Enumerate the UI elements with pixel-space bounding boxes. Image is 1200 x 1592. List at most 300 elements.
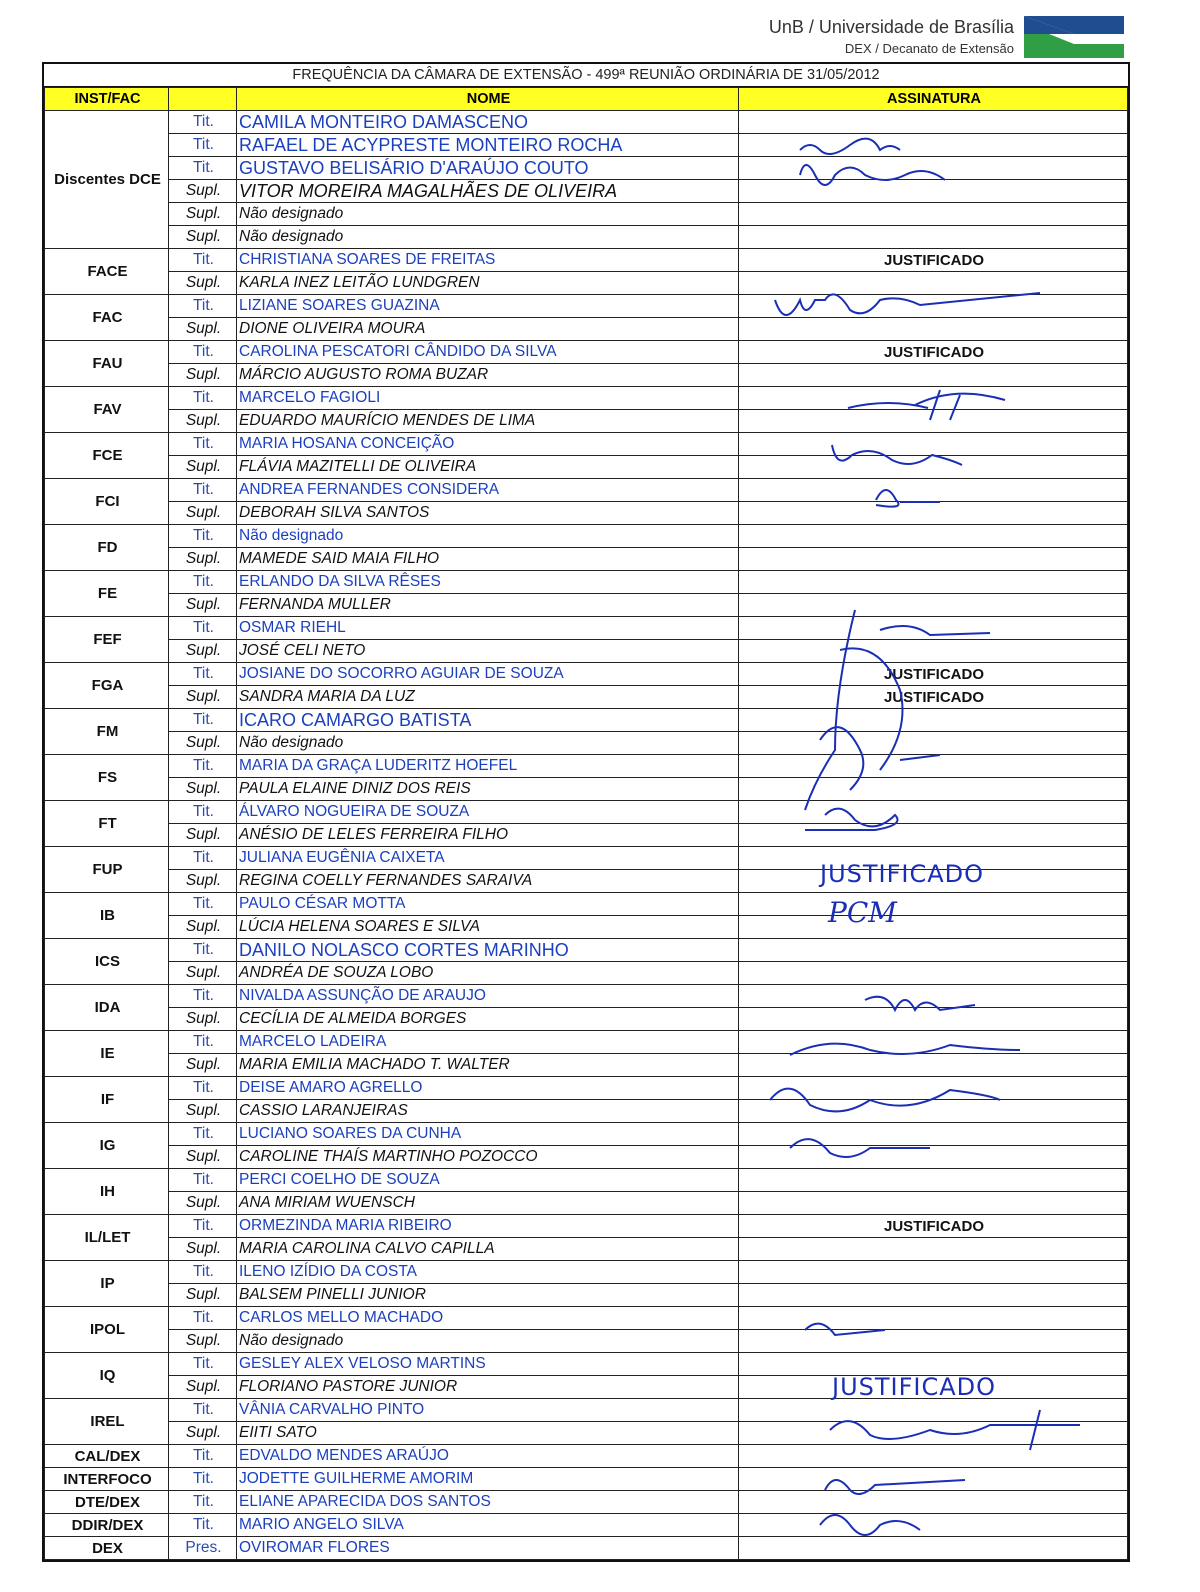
signature-cell [739, 364, 1128, 387]
institution-cell: FAU [45, 341, 169, 387]
member-name-cell: Não designado [237, 732, 739, 755]
role-cell: Supl. [169, 686, 237, 709]
role-cell: Supl. [169, 1192, 237, 1215]
role-cell: Tit. [169, 1514, 237, 1537]
signature-cell [739, 1468, 1128, 1491]
role-cell: Tit. [169, 1123, 237, 1146]
signature-cell [739, 295, 1128, 318]
role-cell: Tit. [169, 709, 237, 732]
member-name-cell: EIITI SATO [237, 1422, 739, 1445]
member-name-cell: REGINA COELLY FERNANDES SARAIVA [237, 870, 739, 893]
table-row [45, 985, 1128, 1008]
table-row [45, 157, 1128, 180]
table-row [45, 824, 1128, 847]
table-row [45, 640, 1128, 663]
institution-cell: FCI [45, 479, 169, 525]
signature-cell [739, 1537, 1128, 1560]
signature-cell [739, 525, 1128, 548]
role-cell: Supl. [169, 548, 237, 571]
role-cell: Tit. [169, 939, 237, 962]
table-row [45, 1054, 1128, 1077]
signature-cell [739, 479, 1128, 502]
member-name-cell: LÚCIA HELENA SOARES E SILVA [237, 916, 739, 939]
role-cell: Tit. [169, 617, 237, 640]
table-row [45, 1514, 1128, 1537]
role-cell: Tit. [169, 1215, 237, 1238]
signature-cell [739, 548, 1128, 571]
table-row [45, 456, 1128, 479]
role-cell: Tit. [169, 433, 237, 456]
table-row [45, 801, 1128, 824]
member-name-cell: GESLEY ALEX VELOSO MARTINS [237, 1353, 739, 1376]
signature-cell [739, 502, 1128, 525]
institution-cell: CAL/DEX [45, 1445, 169, 1468]
member-name-cell: FERNANDA MULLER [237, 594, 739, 617]
role-cell: Supl. [169, 272, 237, 295]
role-cell: Pres. [169, 1537, 237, 1560]
member-name-cell: JOSIANE DO SOCORRO AGUIAR DE SOUZA [237, 663, 739, 686]
role-cell: Tit. [169, 1491, 237, 1514]
institution-cell: IQ [45, 1353, 169, 1399]
institution-cell: FT [45, 801, 169, 847]
role-cell: Tit. [169, 1445, 237, 1468]
unb-logo-icon [1024, 14, 1124, 58]
role-cell: Supl. [169, 180, 237, 203]
table-row [45, 686, 1128, 709]
role-cell: Supl. [169, 1008, 237, 1031]
institution-cell: IL/LET [45, 1215, 169, 1261]
institution-cell: FM [45, 709, 169, 755]
role-cell: Supl. [169, 364, 237, 387]
role-cell: Tit. [169, 1399, 237, 1422]
table-row [45, 1100, 1128, 1123]
member-name-cell: JULIANA EUGÊNIA CAIXETA [237, 847, 739, 870]
role-cell: Tit. [169, 249, 237, 272]
role-cell: Tit. [169, 341, 237, 364]
signature-cell [739, 111, 1128, 134]
signature-cell [739, 272, 1128, 295]
table-row [45, 663, 1128, 686]
role-cell: Supl. [169, 410, 237, 433]
institution-cell: FD [45, 525, 169, 571]
member-name-cell: DEBORAH SILVA SANTOS [237, 502, 739, 525]
institution-title: UnB / Universidade de Brasília [768, 17, 1014, 37]
signature-cell [739, 1399, 1128, 1422]
signature-cell [739, 893, 1128, 916]
role-cell: Tit. [169, 755, 237, 778]
institution-cell: INTERFOCO [45, 1468, 169, 1491]
role-cell: Tit. [169, 663, 237, 686]
signature-cell [739, 778, 1128, 801]
member-name-cell: ÁLVARO NOGUEIRA DE SOUZA [237, 801, 739, 824]
role-cell: Tit. [169, 525, 237, 548]
role-cell: Tit. [169, 893, 237, 916]
signature-cell [739, 916, 1128, 939]
table-row [45, 1031, 1128, 1054]
attendance-table [44, 87, 1128, 1560]
member-name-cell: MARIA DA GRAÇA LUDERITZ HOEFEL [237, 755, 739, 778]
role-cell: Tit. [169, 1353, 237, 1376]
institution-cell: FAV [45, 387, 169, 433]
institution-cell: FUP [45, 847, 169, 893]
institution-cell: FGA [45, 663, 169, 709]
role-cell: Supl. [169, 732, 237, 755]
table-row [45, 1445, 1128, 1468]
table-row [45, 1330, 1128, 1353]
role-cell: Tit. [169, 1077, 237, 1100]
signature-cell [739, 985, 1128, 1008]
table-row [45, 594, 1128, 617]
member-name-cell: OVIROMAR FLORES [237, 1537, 739, 1560]
role-cell: Tit. [169, 1307, 237, 1330]
signature-cell [739, 801, 1128, 824]
member-name-cell: MARCELO LADEIRA [237, 1031, 739, 1054]
member-name-cell: ELIANE APARECIDA DOS SANTOS [237, 1491, 739, 1514]
member-name-cell: JODETTE GUILHERME AMORIM [237, 1468, 739, 1491]
table-row [45, 502, 1128, 525]
signature-cell [739, 962, 1128, 985]
signature-cell [739, 1008, 1128, 1031]
signature-cell [739, 134, 1128, 157]
signature-cell [739, 1031, 1128, 1054]
table-row [45, 318, 1128, 341]
table-row [45, 1169, 1128, 1192]
member-name-cell: CAMILA MONTEIRO DAMASCENO [237, 111, 739, 134]
table-row [45, 755, 1128, 778]
role-cell: Supl. [169, 594, 237, 617]
signature-cell [739, 1422, 1128, 1445]
signature-cell [739, 157, 1128, 180]
table-row [45, 433, 1128, 456]
role-cell: Supl. [169, 778, 237, 801]
role-cell: Tit. [169, 479, 237, 502]
table-row [45, 1146, 1128, 1169]
table-row [45, 1077, 1128, 1100]
institution-cell: IH [45, 1169, 169, 1215]
table-row [45, 1399, 1128, 1422]
member-name-cell: NIVALDA ASSUNÇÃO DE ARAUJO [237, 985, 739, 1008]
table-row [45, 1284, 1128, 1307]
signature-cell: JUSTIFICADO [739, 1215, 1128, 1238]
table-row [45, 1491, 1128, 1514]
signature-cell [739, 1238, 1128, 1261]
member-name-cell: CASSIO LARANJEIRAS [237, 1100, 739, 1123]
table-row [45, 732, 1128, 755]
institution-cell: DDIR/DEX [45, 1514, 169, 1537]
role-cell: Tit. [169, 1031, 237, 1054]
institution-cell: IB [45, 893, 169, 939]
table-row [45, 364, 1128, 387]
signature-cell [739, 847, 1128, 870]
role-cell: Tit. [169, 1169, 237, 1192]
signature-cell [739, 1123, 1128, 1146]
member-name-cell: PAULO CÉSAR MOTTA [237, 893, 739, 916]
member-name-cell: MARIO ANGELO SILVA [237, 1514, 739, 1537]
member-name-cell: Não designado [237, 203, 739, 226]
member-name-cell: ANÉSIO DE LELES FERREIRA FILHO [237, 824, 739, 847]
role-cell: Supl. [169, 1284, 237, 1307]
member-name-cell: MÁRCIO AUGUSTO ROMA BUZAR [237, 364, 739, 387]
institution-cell: ICS [45, 939, 169, 985]
member-name-cell: DIONE OLIVEIRA MOURA [237, 318, 739, 341]
table-row [45, 180, 1128, 203]
signature-cell [739, 387, 1128, 410]
table-row [45, 916, 1128, 939]
signature-cell [739, 824, 1128, 847]
table-row [45, 341, 1128, 364]
role-cell: Tit. [169, 571, 237, 594]
table-row [45, 893, 1128, 916]
member-name-cell: MARIA EMILIA MACHADO T. WALTER [237, 1054, 739, 1077]
signature-cell [739, 456, 1128, 479]
member-name-cell: FLÁVIA MAZITELLI DE OLIVEIRA [237, 456, 739, 479]
member-name-cell: VÂNIA CARVALHO PINTO [237, 1399, 739, 1422]
member-name-cell: DANILO NOLASCO CORTES MARINHO [237, 939, 739, 962]
table-row [45, 272, 1128, 295]
signature-cell [739, 1353, 1128, 1376]
member-name-cell: CARLOS MELLO MACHADO [237, 1307, 739, 1330]
member-name-cell: FLORIANO PASTORE JUNIOR [237, 1376, 739, 1399]
member-name-cell: ANDREA FERNANDES CONSIDERA [237, 479, 739, 502]
table-row [45, 1376, 1128, 1399]
member-name-cell: CECÍLIA DE ALMEIDA BORGES [237, 1008, 739, 1031]
table-row [45, 226, 1128, 249]
member-name-cell: LIZIANE SOARES GUAZINA [237, 295, 739, 318]
signature-cell [739, 1169, 1128, 1192]
institution-cell: FE [45, 571, 169, 617]
table-row [45, 1422, 1128, 1445]
table-row [45, 1468, 1128, 1491]
member-name-cell: KARLA INEZ LEITÃO LUNDGREN [237, 272, 739, 295]
signature-cell [739, 1330, 1128, 1353]
table-row [45, 249, 1128, 272]
table-row [45, 1261, 1128, 1284]
role-cell: Tit. [169, 295, 237, 318]
signature-cell [739, 1054, 1128, 1077]
table-row [45, 571, 1128, 594]
member-name-cell: OSMAR RIEHL [237, 617, 739, 640]
col-header-signature: ASSINATURA [739, 88, 1128, 111]
document-title: FREQUÊNCIA DA CÂMARA DE EXTENSÃO - 499ª REUNIÃO ORDINÁRIA DE 31/05/2012 [44, 64, 1128, 87]
table-row [45, 870, 1128, 893]
col-header-inst: INST/FAC [45, 88, 169, 111]
member-name-cell: JOSÉ CELI NETO [237, 640, 739, 663]
institution-cell: IP [45, 1261, 169, 1307]
table-row [45, 410, 1128, 433]
table-body [45, 111, 1128, 1560]
table-row [45, 1215, 1128, 1238]
signature-cell [739, 1192, 1128, 1215]
table-header-row [45, 88, 1128, 111]
member-name-cell: ILENO IZÍDIO DA COSTA [237, 1261, 739, 1284]
role-cell: Supl. [169, 502, 237, 525]
iq-justification-note: JUSTIFICADO [832, 1373, 997, 1401]
member-name-cell: ICARO CAMARGO BATISTA [237, 709, 739, 732]
table-row [45, 1192, 1128, 1215]
signature-cell [739, 180, 1128, 203]
attendance-sheet [42, 62, 1130, 1562]
role-cell: Supl. [169, 916, 237, 939]
institution-cell: IG [45, 1123, 169, 1169]
table-row [45, 1353, 1128, 1376]
table-row [45, 847, 1128, 870]
table-row [45, 295, 1128, 318]
table-row [45, 548, 1128, 571]
table-row [45, 1537, 1128, 1560]
institution-cell: IREL [45, 1399, 169, 1445]
institution-cell: IF [45, 1077, 169, 1123]
table-row [45, 387, 1128, 410]
member-name-cell: RAFAEL DE ACYPRESTE MONTEIRO ROCHA [237, 134, 739, 157]
role-cell: Supl. [169, 962, 237, 985]
member-name-cell: Não designado [237, 1330, 739, 1353]
table-row [45, 1238, 1128, 1261]
role-cell: Supl. [169, 203, 237, 226]
signature-cell [739, 203, 1128, 226]
col-header-name: NOME [237, 88, 739, 111]
role-cell: Supl. [169, 824, 237, 847]
table-row [45, 1008, 1128, 1031]
signature-cell [739, 870, 1128, 893]
table-row [45, 939, 1128, 962]
role-cell: Supl. [169, 1100, 237, 1123]
institution-cell: FACE [45, 249, 169, 295]
role-cell: Supl. [169, 1238, 237, 1261]
signature-cell [739, 709, 1128, 732]
member-name-cell: SANDRA MARIA DA LUZ [237, 686, 739, 709]
member-name-cell: EDVALDO MENDES ARAÚJO [237, 1445, 739, 1468]
institution-cell: FEF [45, 617, 169, 663]
member-name-cell: DEISE AMARO AGRELLO [237, 1077, 739, 1100]
signature-cell [739, 1491, 1128, 1514]
table-row [45, 778, 1128, 801]
signature-cell [739, 571, 1128, 594]
role-cell: Tit. [169, 111, 237, 134]
table-row [45, 1307, 1128, 1330]
member-name-cell: VITOR MOREIRA MAGALHÃES DE OLIVEIRA [237, 180, 739, 203]
role-cell: Supl. [169, 1422, 237, 1445]
member-name-cell: CAROLINE THAÍS MARTINHO POZOCCO [237, 1146, 739, 1169]
member-name-cell: Não designado [237, 226, 739, 249]
signature-cell: JUSTIFICADO [739, 341, 1128, 364]
signature-cell [739, 1307, 1128, 1330]
role-cell: Tit. [169, 134, 237, 157]
role-cell: Supl. [169, 1376, 237, 1399]
signature-cell: JUSTIFICADO [739, 663, 1128, 686]
signature-cell: JUSTIFICADO [739, 686, 1128, 709]
role-cell: Supl. [169, 640, 237, 663]
member-name-cell: MARIA CAROLINA CALVO CAPILLA [237, 1238, 739, 1261]
institution-cell: IDA [45, 985, 169, 1031]
institution-cell: DTE/DEX [45, 1491, 169, 1514]
member-name-cell: PAULA ELAINE DINIZ DOS REIS [237, 778, 739, 801]
signature-cell [739, 318, 1128, 341]
signature-cell [739, 594, 1128, 617]
role-cell: Tit. [169, 847, 237, 870]
role-cell: Tit. [169, 1468, 237, 1491]
signature-cell [739, 1284, 1128, 1307]
institution-cell: IPOL [45, 1307, 169, 1353]
institution-cell: FCE [45, 433, 169, 479]
signature-cell [739, 1100, 1128, 1123]
institution-cell: IE [45, 1031, 169, 1077]
institution-cell: DEX [45, 1537, 169, 1560]
member-name-cell: ORMEZINDA MARIA RIBEIRO [237, 1215, 739, 1238]
table-row [45, 111, 1128, 134]
signature-cell [739, 640, 1128, 663]
role-cell: Supl. [169, 1146, 237, 1169]
member-name-cell: ERLANDO DA SILVA RÊSES [237, 571, 739, 594]
signature-cell [739, 226, 1128, 249]
member-name-cell: CHRISTIANA SOARES DE FREITAS [237, 249, 739, 272]
role-cell: Tit. [169, 985, 237, 1008]
table-row [45, 962, 1128, 985]
ib-signature-initials: PCM [828, 896, 897, 929]
department-subtitle: DEX / Decanato de Extensão [844, 41, 1014, 56]
member-name-cell: MARIA HOSANA CONCEIÇÃO [237, 433, 739, 456]
role-cell: Tit. [169, 1261, 237, 1284]
member-name-cell: GUSTAVO BELISÁRIO D'ARAÚJO COUTO [237, 157, 739, 180]
table-row [45, 1123, 1128, 1146]
member-name-cell: CAROLINA PESCATORI CÂNDIDO DA SILVA [237, 341, 739, 364]
table-row [45, 709, 1128, 732]
page-header [769, 16, 1014, 58]
table-row [45, 479, 1128, 502]
fup-justification-note: JUSTIFICADO [820, 860, 985, 888]
role-cell: Supl. [169, 1330, 237, 1353]
signature-cell [739, 617, 1128, 640]
table-row [45, 617, 1128, 640]
signature-cell [739, 1514, 1128, 1537]
institution-cell: Discentes DCE [45, 111, 169, 249]
role-cell: Supl. [169, 318, 237, 341]
member-name-cell: BALSEM PINELLI JUNIOR [237, 1284, 739, 1307]
signature-cell [739, 1445, 1128, 1468]
role-cell: Tit. [169, 801, 237, 824]
signature-cell [739, 755, 1128, 778]
signature-cell [739, 1146, 1128, 1169]
role-cell: Tit. [169, 157, 237, 180]
table-row [45, 134, 1128, 157]
member-name-cell: LUCIANO SOARES DA CUNHA [237, 1123, 739, 1146]
role-cell: Supl. [169, 456, 237, 479]
role-cell: Supl. [169, 226, 237, 249]
member-name-cell: MAMEDE SAID MAIA FILHO [237, 548, 739, 571]
signature-cell: JUSTIFICADO [739, 249, 1128, 272]
member-name-cell: ANDRÉA DE SOUZA LOBO [237, 962, 739, 985]
signature-cell [739, 1376, 1128, 1399]
member-name-cell: Não designado [237, 525, 739, 548]
role-cell: Tit. [169, 387, 237, 410]
signature-cell [739, 939, 1128, 962]
institution-cell: FAC [45, 295, 169, 341]
table-row [45, 203, 1128, 226]
signature-cell [739, 433, 1128, 456]
signature-cell [739, 410, 1128, 433]
signature-cell [739, 1077, 1128, 1100]
col-header-role [169, 88, 237, 111]
signature-cell [739, 1261, 1128, 1284]
role-cell: Supl. [169, 1054, 237, 1077]
signature-cell [739, 732, 1128, 755]
institution-cell: FS [45, 755, 169, 801]
member-name-cell: ANA MIRIAM WUENSCH [237, 1192, 739, 1215]
member-name-cell: EDUARDO MAURÍCIO MENDES DE LIMA [237, 410, 739, 433]
table-row [45, 525, 1128, 548]
member-name-cell: PERCI COELHO DE SOUZA [237, 1169, 739, 1192]
member-name-cell: MARCELO FAGIOLI [237, 387, 739, 410]
role-cell: Supl. [169, 870, 237, 893]
